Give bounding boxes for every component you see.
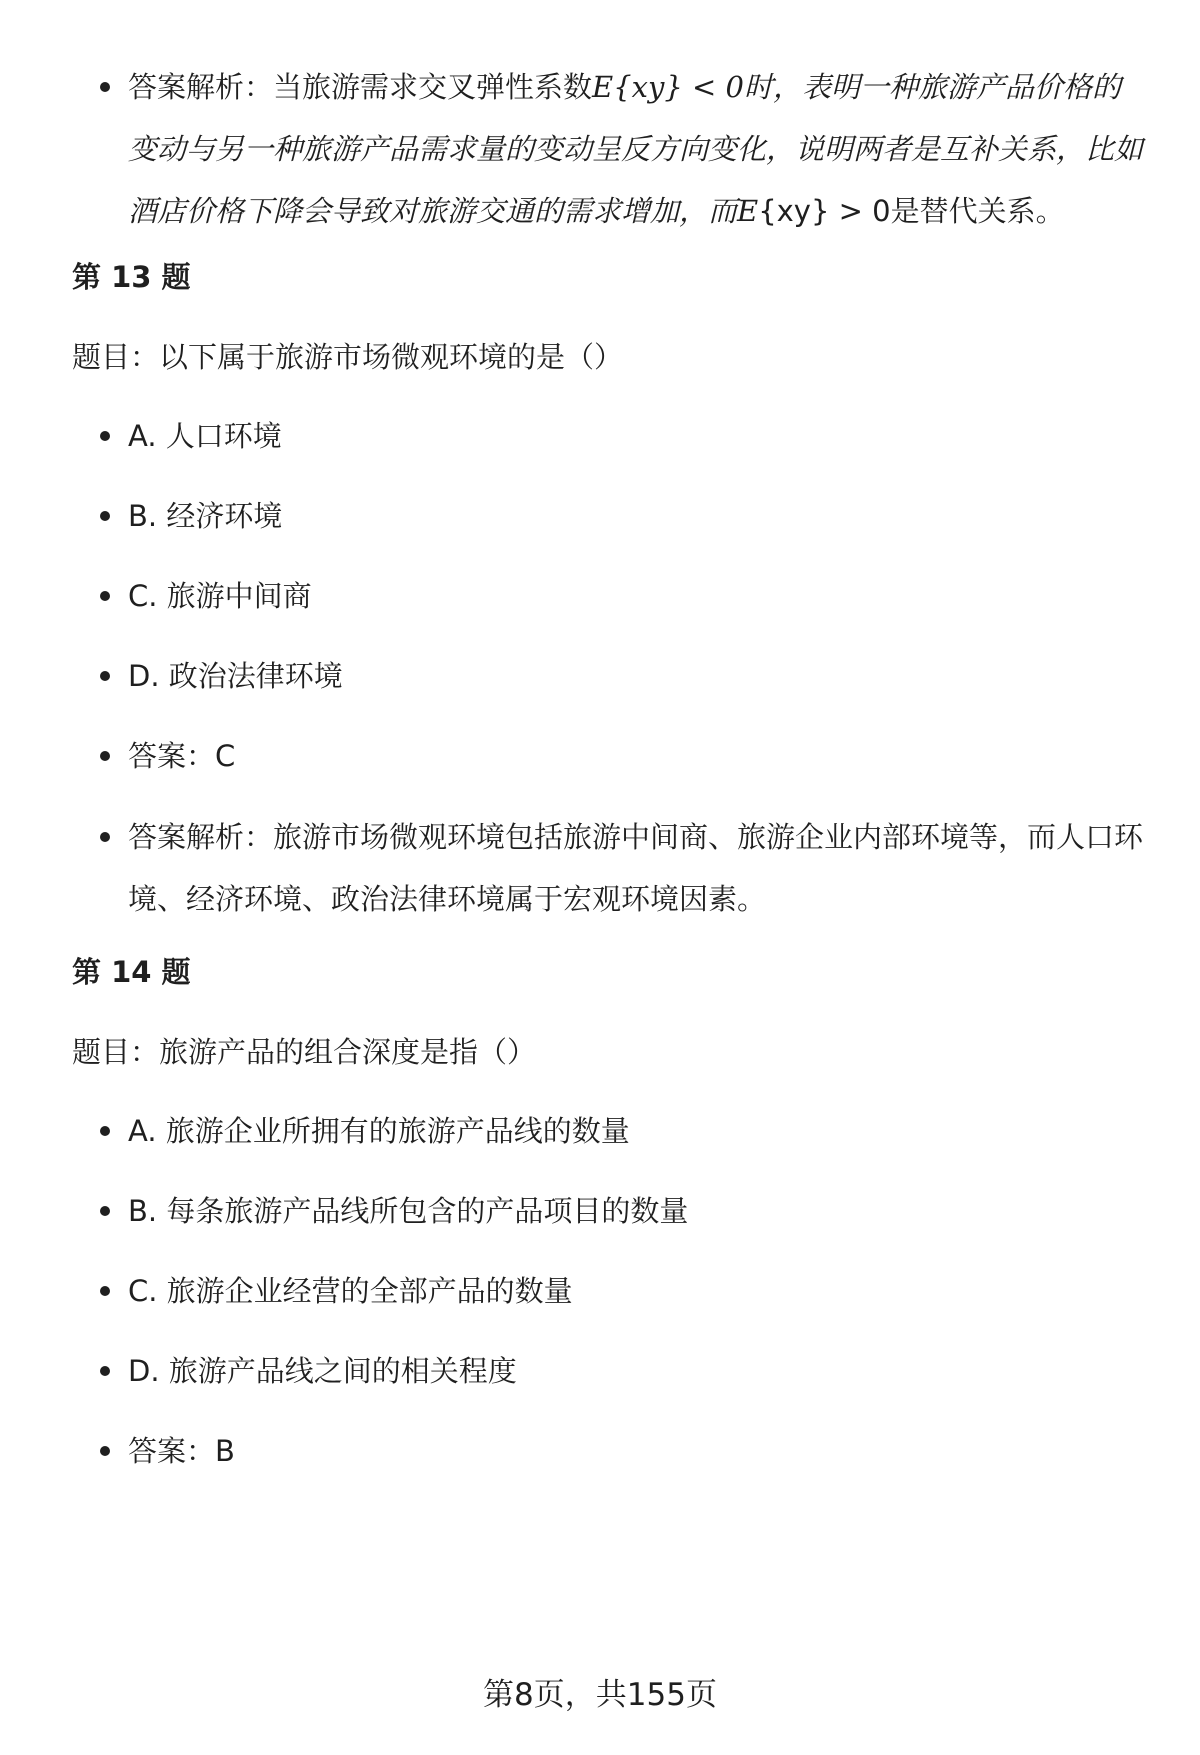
prev-analysis-tail: {xy} > 0是替代关系。 [758,194,1065,228]
q14-stem: 题目：旅游产品的组合深度是指（） [72,1035,537,1069]
prev-analysis-prefix: 答案解析：当旅游需求交叉弹性系数 [128,70,593,104]
prev-analysis-italic-text: 时，表明一种旅游产品价格的变动与另一种旅游产品需求量的变动呈反方向变化，说明两者是互补关系，比如酒店价格下降会导致对旅游交通的需求增加，而 [128,70,1144,228]
q14-option-b: B. 每条旅游产品线所包含的产品项目的数量 [100,1180,1150,1242]
q14-option-a: A. 旅游企业所拥有的旅游产品线的数量 [100,1100,1150,1162]
q13-analysis: 答案解析：旅游市场微观环境包括旅游中间商、旅游企业内部环境等，而人口环境、经济环境、政治法律环境属于宏观环境因素。 [100,806,1150,930]
q13-option-b: B. 经济环境 [100,485,1150,547]
q13-option-a: A. 人口环境 [100,405,1150,467]
prev-analysis-math2: E [737,194,759,228]
q14-heading: 第 14 题 [72,955,191,989]
prev-analysis-math1: E{xy} < 0 [592,70,745,104]
q13-option-d: D. 政治法律环境 [100,645,1150,707]
q14-answer: 答案：B [100,1420,1150,1482]
q14-option-d: D. 旅游产品线之间的相关程度 [100,1340,1150,1402]
q13-option-c: C. 旅游中间商 [100,565,1150,627]
q13-stem: 题目：以下属于旅游市场微观环境的是（） [72,340,624,374]
q14-option-c: C. 旅游企业经营的全部产品的数量 [100,1260,1150,1322]
q13-heading: 第 13 题 [72,260,191,294]
q13-answer: 答案：C [100,725,1150,787]
prev-analysis-item [100,56,1150,242]
page-number-footer: 第8页，共155页 [483,1677,717,1713]
